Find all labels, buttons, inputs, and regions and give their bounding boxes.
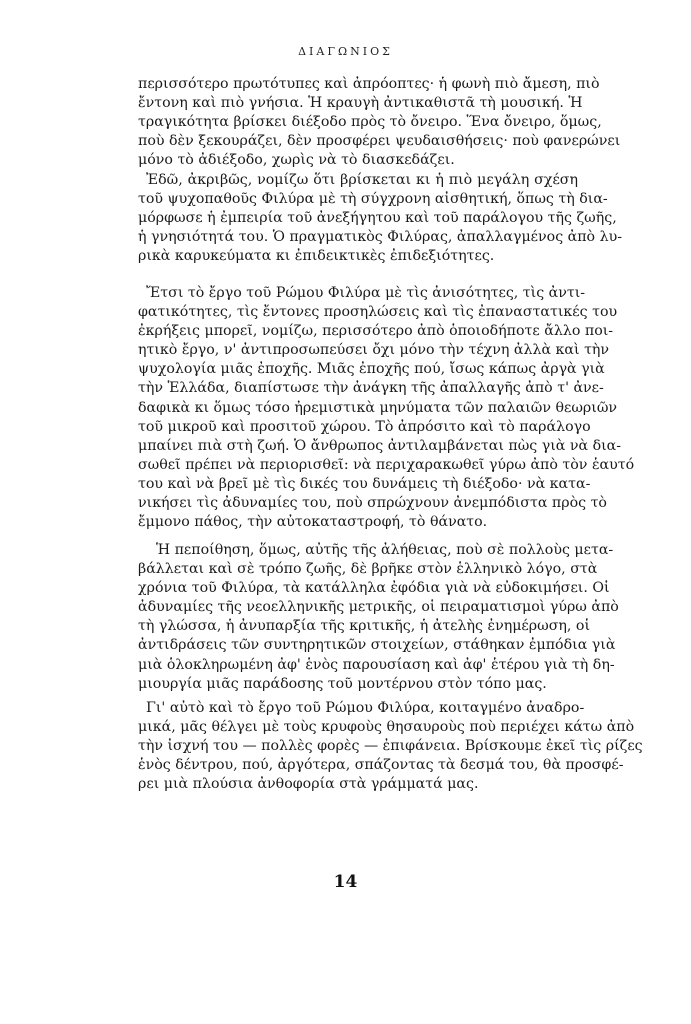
text-line: νικήσει τὶς ἀδυναμίες του, ποὺ σπρώχνουν ἀνεμπόδιστα πρὸς τὸ	[138, 495, 607, 512]
text-line: Γι' αὐτὸ καὶ τὸ ἔργο τοῦ Ρώμου Φιλύρα, κοιταγμένο ἀναδρο-	[146, 700, 585, 716]
text-line: τὴ γλώσσα, ἡ ἀνυπαρξία τῆς κριτικῆς, ἡ ἀτελὴς ἐνημέρωση, οἱ	[138, 618, 591, 635]
text-line: μπαίνει πιὰ στὴ ζωή. Ὁ ἄνθρωπος ἀντιλαμβάνεται πὼς γιὰ νὰ δια-	[138, 437, 622, 454]
text-line: μικά, μᾶς θέλγει μὲ τοὺς κρυφοὺς θησαυροὺς ποὺ περιέχει κάτω ἀπὸ	[138, 719, 635, 736]
text-line: ἑνὸς δέντρου, πού, ἀργότερα, σπάζοντας τὰ δεσμά του, θὰ προσφέ-	[138, 757, 624, 774]
text-line: τραγικότητα βρίσκει διέξοδο πρὸς τὸ ὄνειρο. Ἕνα ὄνειρο, ὅμως,	[138, 114, 602, 131]
text-line: ἔντονη καὶ πιὸ γνήσια. Ἡ κραυγὴ ἀντικαθιστᾶ τὴ μουσική. Ἡ	[138, 95, 583, 112]
text-line: του καὶ νὰ βρεῖ μὲ τὶς δικές του δυνάμεις τὴ διέξοδο· νὰ κατα-	[138, 475, 591, 492]
text-line: μιὰ ὁλοκληρωμένη ἀφ' ἑνὸς παρουσίαση καὶ ἀφ' ἑτέρου γιὰ τὴ δη-	[138, 656, 615, 673]
paragraph-4	[138, 541, 619, 694]
text-line: ἐκρήξεις μπορεῖ, νομίζω, περισσότερο ἀπὸ ὁποιοδήποτε ἄλλο ποι-	[138, 323, 614, 340]
text-line: ἀδυναμίες τῆς νεοελληνικῆς μετρικῆς, οἱ πειραματισμοὶ γύρω ἀπὸ	[138, 599, 619, 616]
text-line: ρει μιὰ πλούσια ἀνθοφορία στὰ γράμματά μας.	[138, 776, 479, 793]
text-line: ψυχολογία μιᾶς ἐποχῆς. Μιᾶς ἐποχῆς πού, ἴσως κάπως ἀργὰ γιὰ	[138, 361, 605, 378]
text-line: ρικὰ καρυκεύματα κι ἐπιδεικτικὲς ἐπιδεξιότητες.	[138, 248, 495, 265]
paragraph-5	[138, 699, 643, 794]
text-line: τοῦ μικροῦ καὶ προσιτοῦ χώρου. Τὸ ἀπρόσιτο καὶ τὸ παράλογο	[138, 418, 591, 435]
page-number: 14	[333, 872, 358, 892]
text-line: ἀντιδράσεις τῶν συντηρητικῶν στοιχείων, στάθηκαν ἐμπόδια γιὰ	[138, 637, 616, 654]
paragraph-2	[138, 171, 623, 266]
text-line: τὴν Ἑλλάδα, διαπίστωσε τὴν ἀνάγκη τῆς ἀπαλλαγῆς ἀπὸ τ' ἀνε-	[138, 380, 604, 397]
text-line: χρόνια τοῦ Φιλύρα, τὰ κατάλληλα ἐφόδια γιὰ νὰ εὐδοκιμήσει. Οἱ	[138, 580, 610, 597]
paragraph-3	[138, 284, 635, 532]
text-line: τοῦ ψυχοπαθοῦς Φιλύρα μὲ τὴ σύγχρονη αἰσθητική, ὅπως τὴ δια-	[138, 191, 608, 208]
text-line: δαφικὰ κι ὅμως τόσο ἠρεμιστικὰ μηνύματα τῶν παλαιῶν θεωριῶν	[138, 399, 618, 416]
text-line: ἡ γνησιότητά του. Ὁ πραγματικὸς Φιλύρας, ἀπαλλαγμένος ἀπὸ λυ-	[138, 229, 623, 246]
text-line: μιουργία μιᾶς παράδοσης τοῦ μοντέρνου στὸν τόπο μας.	[138, 675, 547, 692]
text-line: Ἡ πεποίθηση, ὅμως, αὐτῆς τῆς ἀλήθειας, ποὺ σὲ πολλοὺς μετα-	[156, 542, 614, 558]
text-line: Ἐδῶ, ἀκριβῶς, νομίζω ὅτι βρίσκεται κι ἡ πιὸ μεγάλη σχέση	[146, 172, 578, 188]
text-line: ἔμμονο πάθος, τὴν αὐτοκαταστροφή, τὸ θάνατο.	[138, 514, 488, 531]
text-line: ποὺ δὲν ξεκουράζει, δὲν προσφέρει ψευδαισθήσεις· ποὺ φανερώνει	[138, 133, 621, 150]
text-line: ητικὸ ἔργο, ν' ἀντιπροσωπεύσει ὄχι μόνο τὴν τέχνη ἀλλὰ καὶ τὴν	[138, 342, 610, 359]
text-line: μόρφωσε ἡ ἐμπειρία τοῦ ἀνεξήγητου καὶ τοῦ παράλογου τῆς ζωῆς,	[138, 210, 617, 227]
text-line: βάλλεται καὶ σὲ τρόπο ζωῆς, δὲ βρῆκε στὸν ἑλληνικὸ λόγο, στὰ	[138, 561, 598, 578]
text-line: μόνο τὸ ἀδιέξοδο, χωρὶς νὰ τὸ διασκεδάζει.	[138, 152, 455, 169]
text-line: περισσότερο πρωτότυπες καὶ ἀπρόοπτες· ἡ φωνὴ πιὸ ἄμεση, πιὸ	[138, 76, 600, 92]
text-line: Ἔτσι τὸ ἔργο τοῦ Ρώμου Φιλύρα μὲ τὶς ἀνισότητες, τὶς ἀντι-	[146, 285, 586, 301]
text-line: τὴν ἰσχνή του — πολλὲς φορὲς — ἐπιφάνεια. Βρίσκουμε ἐκεῖ τὶς ρίζες	[138, 738, 643, 755]
text-line: σωθεῖ πρέπει νὰ περιορισθεῖ: νὰ περιχαρακωθεῖ γύρω ἀπὸ τὸν ἑαυτό	[138, 456, 635, 473]
paragraph-1	[138, 75, 621, 170]
running-head: ΔΙΑΓΩΝΙΟΣ	[298, 45, 393, 58]
text-line: φατικότητες, τὶς ἔντονες προσηλώσεις καὶ τὶς ἐπαναστατικές του	[138, 304, 618, 321]
